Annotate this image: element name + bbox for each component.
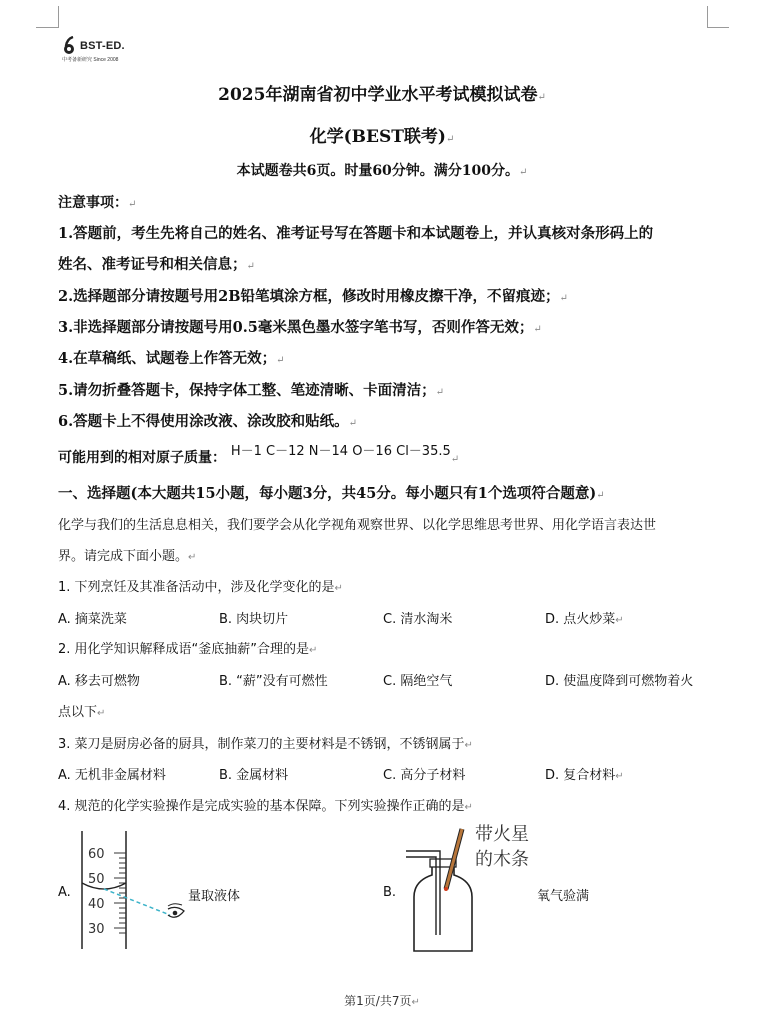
eye-icon	[168, 904, 184, 918]
section-intro: 界。请完成下面小题。↵	[58, 549, 197, 564]
question-stem: 4. 规范的化学实验操作是完成实验的基本保障。下列实验操作正确的是↵	[58, 799, 473, 814]
figure-b-caption: 氧气验满	[537, 889, 590, 904]
tick-label: 40	[88, 897, 105, 912]
question-stem: 3. 菜刀是厨房必备的厨具，制作菜刀的主要材料是不锈钢，不锈钢属于↵	[58, 737, 473, 752]
option: D. 使温度降到可燃物着火	[545, 674, 694, 689]
exam-subject: 化学(BEST联考)↵	[309, 127, 455, 147]
question-stem: 1. 下列烹饪及其准备活动中，涉及化学变化的是↵	[58, 580, 343, 595]
tick-label: 60	[88, 847, 105, 862]
section-title: 一、选择题(本大题共15小题，每小题3分，共45分。每小题只有1个选项符合题意)↵	[58, 485, 605, 502]
question-stem: 2. 用化学知识解释成语“釜底抽薪”合理的是↵	[58, 642, 318, 657]
exam-title: 2025年湖南省初中学业水平考试模拟试卷↵	[218, 85, 546, 105]
option: A. 移去可燃物	[58, 674, 140, 689]
notice-item: 1.答题前，考生先将自己的姓名、准考证号写在答题卡和本试题卷上，并认真核对条形码上的	[58, 225, 654, 242]
crop-mark-right-v	[707, 6, 708, 28]
option: A. 摘菜洗菜	[58, 612, 127, 627]
page-number: 第1页/共7页↵	[344, 994, 420, 1008]
annotation-line: 的木条	[475, 849, 529, 870]
option: A. 无机非金属材料	[58, 768, 166, 783]
logo-text: BST-ED.	[80, 40, 125, 52]
crop-mark-right-h	[707, 27, 729, 28]
figure-a-label: A.	[58, 885, 71, 900]
graduated-cylinder-figure	[70, 825, 200, 955]
section-intro: 化学与我们的生活息息相关，我们要学会从化学视角观察世界、以化学思维思考世界、用化学语言表达世	[58, 518, 657, 533]
notice-heading: 注意事项：↵	[58, 195, 137, 211]
notice-item: 4.在草稿纸、试题卷上作答无效；↵	[58, 350, 285, 367]
option: D. 点火炒菜↵	[545, 612, 624, 627]
notice-item: 姓名、准考证号和相关信息；↵	[58, 256, 255, 273]
figure-a-caption: 量取液体	[188, 889, 241, 904]
option: B. 金属材料	[219, 768, 289, 783]
atomic-mass-values: H－1 C－12 N－14 O－16 Cl－35.5	[230, 444, 451, 459]
option: C. 清水淘米	[383, 612, 453, 627]
option-continuation: 点以下↵	[58, 705, 106, 720]
option: D. 复合材料↵	[545, 768, 624, 783]
notice-item: 6.答题卡上不得使用涂改液、涂改胶和贴纸。↵	[58, 413, 358, 430]
tick-label: 50	[88, 872, 105, 887]
option: B. 肉块切片	[219, 612, 289, 627]
atomic-mass-line: 可能用到的相对原子质量： H－1 C－12 N－14 O－16 Cl－35.5↵	[58, 444, 460, 466]
option: B. “薪”没有可燃性	[219, 674, 328, 689]
option: C. 隔绝空气	[383, 674, 453, 689]
notice-item: 5.请勿折叠答题卡，保持字体工整、笔迹清晰、卡面清洁；↵	[58, 382, 445, 399]
annotation-line: 带火星	[475, 824, 529, 845]
figure-b-label: B.	[383, 885, 397, 900]
crop-mark-left-h	[36, 27, 58, 28]
notice-item: 3.非选择题部分请按题号用0.5毫米黑色墨水签字笔书写，否则作答无效；↵	[58, 319, 542, 336]
atomic-mass-label: 可能用到的相对原子质量：	[58, 450, 226, 466]
crop-mark-left-v	[58, 6, 59, 28]
exam-info: 本试题卷共6页。时量60分钟。满分100分。↵	[236, 163, 528, 179]
tick-label: 30	[88, 922, 105, 937]
wood-splint-annotation	[475, 822, 529, 872]
option: C. 高分子材料	[383, 768, 466, 783]
logo-mark-icon	[62, 36, 78, 56]
notice-item: 2.选择题部分请按题号用2B铅笔填涂方框，修改时用橡皮擦干净，不留痕迹；↵	[58, 288, 568, 305]
logo-tagline: 中考备新研究 Since 2008	[62, 57, 119, 63]
